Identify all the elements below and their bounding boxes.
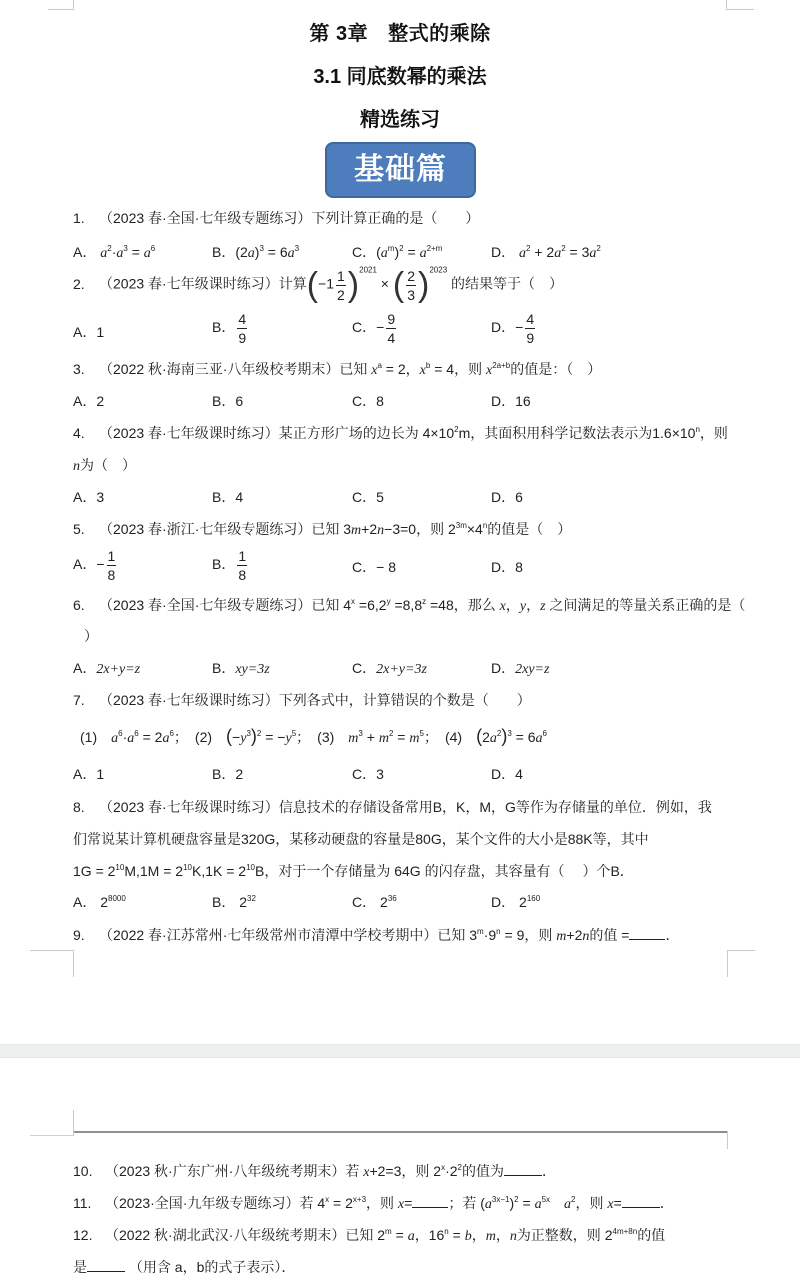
option-text: 3 (96, 489, 105, 505)
option-b[interactable] (212, 391, 243, 411)
question-5: 5. （2023 春·浙江·七年级专题练习）已知 3m+2n−3=0，则 $2^{3m}\times 4^n$的值是（ ） (73, 521, 572, 538)
option-c[interactable]: C． $2^{36}$ (352, 894, 397, 910)
question-stem: 信息技术的存储设备常用B，K，M，G等作为存储量的单位．例如，我 (278, 799, 712, 815)
question-stem: 计算 (278, 275, 307, 292)
option-c[interactable] (352, 557, 396, 577)
punctuation: ． (659, 1195, 674, 1211)
option-label: C． (352, 660, 377, 676)
option-label: D． (491, 319, 516, 336)
question-number: 12. (73, 1227, 93, 1243)
option-label: A． (73, 660, 97, 676)
question-source: （2023 春·全国·七年级专题练习） (99, 210, 312, 226)
option-d[interactable]: D． $a^2 + 2a^2 = 3a^2$ (491, 244, 601, 261)
option-d[interactable]: D．− $\frac{4}{9}$ (491, 311, 535, 346)
option-label: C． (352, 559, 377, 575)
option-d[interactable] (491, 658, 549, 678)
option-text: 16 (515, 393, 531, 409)
option-label: A． (73, 244, 97, 260)
option-text: 2xy=z (515, 662, 550, 677)
option-label: A． (73, 556, 97, 573)
question-8-cont2: $1G = 2^{10}M,1M = 2^{10}K,1K = 2^{10}B$，对于一个存储量为 64G 的闪存盘，其容量有（ ）个B． (73, 863, 634, 879)
option-b[interactable]: B． $\frac{4}{9}$ (212, 311, 247, 346)
option-label: D． (491, 894, 516, 910)
question-number: 3. (73, 361, 85, 377)
question-source: （2022 秋·湖北武汉·八年级统考期末） (105, 1227, 346, 1243)
question-number: 10. (73, 1163, 93, 1179)
question-stem-end: 的结果等于（ ） (451, 275, 564, 292)
option-a[interactable] (73, 487, 104, 507)
page-corner-mark (48, 0, 74, 10)
question-source: （2023·全国·九年级专题练习） (105, 1195, 300, 1211)
answer-blank[interactable] (504, 1164, 542, 1176)
question-6: 6. （2023 春·全国·七年级专题练习）已知 $4^x =6,2^y =8,8^z =48$，那么 x，y，z 之间满足的等量关系正确的是（ (73, 597, 746, 614)
page-header-rule (74, 1131, 727, 1133)
option-a[interactable]: A． $a^2\cdot a^3 = a^6$ (73, 244, 156, 261)
question-9: 9. （2022 春·江苏常州·七年级常州市清潭中学校考期中）已知 $3^m\cdot 9^n = 9$，则 m+2n的值 = ． (73, 927, 680, 944)
question-4: 4. （2023 春·七年级课时练习）某正方形广场的边长为 $4\times 10^2m$，其面积用科学记数法表示为$1.6\times 10^n$，则 (73, 425, 728, 441)
option-label: A． (73, 894, 97, 910)
question-number: 2. (73, 275, 85, 292)
option-a[interactable] (73, 658, 140, 678)
option-label: B． (212, 894, 236, 910)
option-label: D． (491, 766, 516, 782)
question-source: （2023 春·七年级课时练习） (99, 275, 279, 292)
answer-blank[interactable] (412, 1196, 448, 1208)
chapter-name: 整式的乘除 (388, 23, 491, 45)
option-label: B． (212, 660, 236, 676)
question-number: 4. (73, 425, 85, 441)
question-source: （2023 春·七年级课时练习） (99, 425, 279, 441)
option-b[interactable]: B． $\frac{1}{8}$ (212, 548, 247, 583)
question-number: 9. (73, 927, 85, 943)
option-d[interactable] (491, 557, 523, 577)
page-separator (0, 1044, 800, 1058)
question-11: 11. （2023·全国·九年级专题练习）若 $4^x = 2^{x+3}$，则 x= ；若 $(a^{3x-1})^2 = a^{5x}$ $a^2$，则 x= ． (73, 1195, 674, 1212)
option-label: A． (73, 489, 97, 505)
option-text: 4 (515, 766, 523, 782)
question-number: 8. (73, 799, 85, 815)
question-6-cont: ） (84, 628, 98, 644)
question-number: 7. (73, 692, 85, 708)
question-number: 1. (73, 210, 85, 226)
option-d[interactable]: D． $2^{160}$ (491, 894, 541, 910)
option-d[interactable] (491, 764, 523, 784)
option-label: C． (352, 244, 377, 260)
option-a[interactable]: A．1 (73, 324, 105, 340)
option-label: C． (352, 319, 377, 336)
option-b[interactable] (212, 764, 243, 784)
option-text: 2x+y=3z (376, 662, 427, 677)
option-label: B． (212, 556, 236, 573)
question-stem: 下列各式中，计算错误的个数是（ ） (278, 692, 531, 708)
option-label: D． (491, 559, 516, 575)
option-text: 8 (376, 393, 384, 409)
option-label: C． (352, 766, 377, 782)
question-4-cont: n为（ ） (73, 457, 136, 474)
option-label: D． (491, 489, 516, 505)
option-label: C． (352, 393, 377, 409)
answer-blank[interactable] (629, 928, 665, 940)
option-c[interactable] (352, 658, 427, 678)
option-label: A． (73, 766, 97, 782)
option-text: 2 (235, 766, 244, 782)
option-label: B． (212, 766, 236, 782)
question-source: （2022 春·江苏常州·七年级常州市清潭中学校考期中） (99, 927, 438, 943)
option-label: D． (491, 660, 516, 676)
option-c[interactable] (352, 764, 384, 784)
option-a[interactable]: A． $2^{8000}$ (73, 894, 126, 910)
item-label: (2) (194, 729, 213, 745)
option-a[interactable] (73, 391, 104, 411)
item-label: (4) (444, 729, 463, 745)
chapter-title (0, 17, 800, 46)
question-7 (73, 690, 531, 710)
option-label: A． (73, 393, 97, 409)
option-label: C． (352, 894, 377, 910)
option-text: 2 (96, 393, 105, 409)
option-c[interactable] (352, 487, 384, 507)
item-label: (3) (317, 729, 335, 745)
question-2: 2. （2023 春·七年级课时练习）计算(−1 $\frac{1}{2}$ )$^{2021}$ × ( $\frac{2}{3}$ )$^{2023}$ 的结果等于（ ） (73, 265, 564, 304)
question-7-items: (1) $a^6\cdot a^6 = 2a^6$； (2) $(-y^3)^2 = -y^5$； (3) $m^3 + m^2 = m^5$； (4) $(2a^2)^3 = 6a^6$ (80, 726, 547, 746)
option-label: B． (212, 393, 236, 409)
option-d[interactable] (491, 487, 523, 507)
question-number: 6. (73, 597, 85, 613)
option-d[interactable] (491, 391, 531, 411)
question-stem: 下列计算正确的是（ ） (311, 210, 480, 226)
question-number: 5. (73, 521, 85, 537)
punctuation: ． (541, 1163, 556, 1179)
question-source: （2023 春·七年级课时练习） (99, 799, 279, 815)
option-a[interactable]: A．− $\frac{1}{8}$ (73, 548, 116, 583)
option-text: 6 (235, 393, 244, 409)
question-10: 10. （2023 秋·广东广州·八年级统考期末）若 x+2=3，则 $2^x\cdot 2^2$的值为 ． (73, 1163, 556, 1180)
option-text: 2x+y=z (96, 662, 141, 677)
option-label: A． (73, 324, 97, 340)
option-text: 5 (376, 489, 384, 505)
option-label: B． (212, 244, 236, 260)
option-text: 4 (235, 489, 244, 505)
item-label: (1) (80, 729, 98, 745)
question-8 (73, 797, 712, 817)
option-a[interactable] (73, 764, 104, 784)
option-c[interactable]: C．$(a^m)^2 = a^{2+m}$ (352, 244, 443, 261)
option-text: xy=3z (235, 662, 270, 677)
question-source: （2022 秋·海南三亚·八年级校考期末） (99, 361, 340, 377)
question-stem-end: （用含 a，b的式子表示）． (128, 1259, 296, 1275)
option-b[interactable]: B．$(2a)^3 = 6a^3$ (212, 244, 300, 261)
option-c[interactable]: C．− $\frac{9}{4}$ (352, 311, 396, 346)
option-b[interactable]: B． $2^{32}$ (212, 894, 256, 910)
option-text: 8 (515, 559, 523, 575)
option-text: 6 (515, 489, 523, 505)
option-label: D． (491, 393, 516, 409)
question-stem: 是 (73, 1259, 87, 1275)
question-12: 12. （2022 秋·湖北武汉·八年级统考期末）已知 $2^m = a$，$16^n = b$，m，n为正整数，则 $2^{4m+8n}$的值 (73, 1227, 666, 1244)
question-source: （2023 秋·广东广州·八年级统考期末） (105, 1163, 346, 1179)
page-corner-mark (727, 950, 755, 977)
answer-blank[interactable] (87, 1260, 125, 1272)
question-number: 11. (73, 1195, 92, 1211)
page-corner-mark (727, 1131, 728, 1149)
page-corner-mark (30, 1110, 74, 1136)
question-source: （2023 春·七年级课时练习） (99, 692, 279, 708)
subtitle: 精选练习 (360, 109, 440, 131)
option-c[interactable] (352, 391, 384, 411)
option-b[interactable] (212, 658, 270, 678)
option-b[interactable] (212, 487, 243, 507)
question-3: 3. （2022 秋·海南三亚·八年级校考期末）已知 $x^a = 2$，$x^b = 4$，则 $x^{2a+b}$的值是：（ ） (73, 361, 602, 378)
question-8-cont: 们常说某计算机硬盘容量是320G，某移动硬盘的容量是80G，某个文件的大小是88K等，其中 (73, 831, 649, 847)
section-title: 3.1 同底数幂的乘法 (313, 66, 487, 88)
option-label: C． (352, 489, 377, 505)
question-1 (73, 208, 479, 228)
page-corner-mark (726, 0, 754, 10)
answer-blank[interactable] (622, 1196, 660, 1208)
option-text: 1 (96, 766, 105, 782)
level-badge: 基础篇 (325, 142, 476, 198)
question-12-cont (73, 1257, 295, 1277)
option-label: D． (491, 244, 516, 260)
option-text: 3 (376, 766, 384, 782)
page-corner-mark (30, 950, 74, 977)
option-label: B． (212, 489, 236, 505)
question-source: （2023 春·浙江·七年级专题练习） (99, 521, 312, 537)
option-label: B． (212, 319, 236, 336)
question-source: （2023 春·全国·七年级专题练习） (99, 597, 312, 613)
option-text: − 8 (376, 559, 396, 575)
punctuation: ． (665, 927, 680, 943)
chapter-number: 第 3章 (309, 23, 369, 45)
